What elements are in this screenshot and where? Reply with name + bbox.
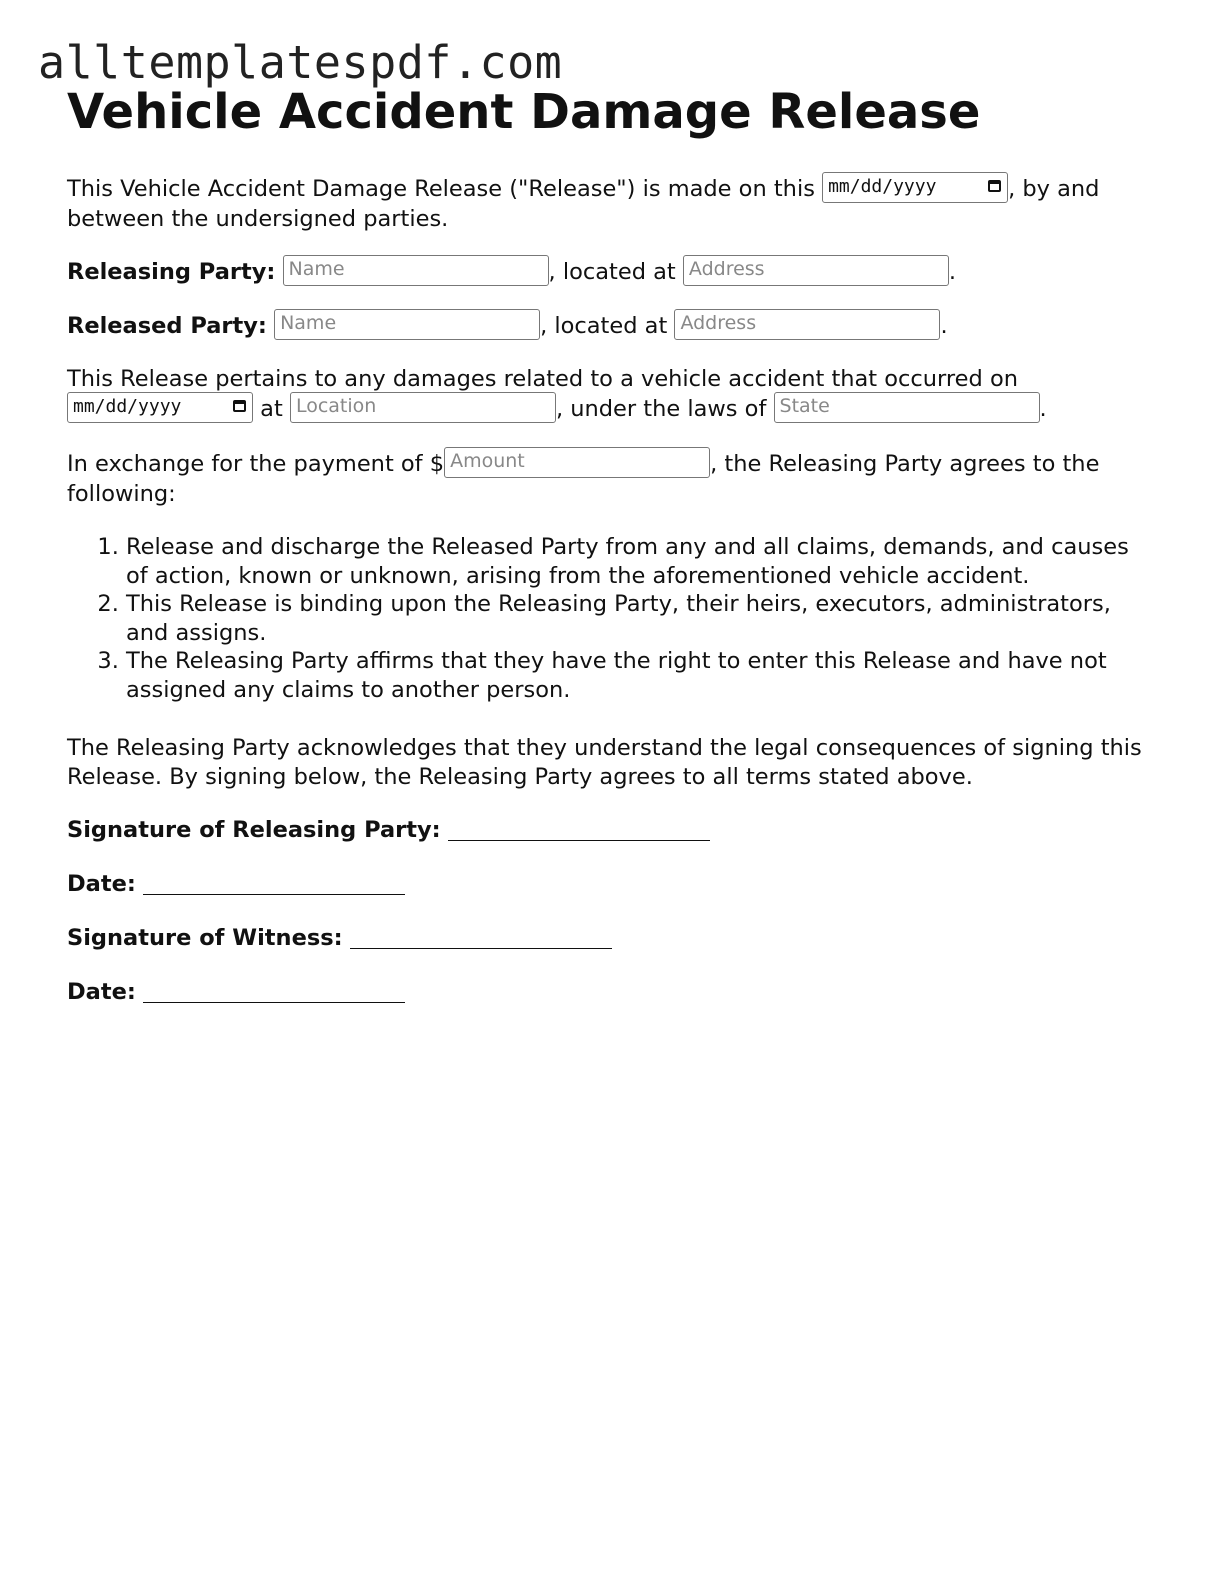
releasing-party-located-text: , located at xyxy=(548,259,676,285)
acknowledgement-paragraph: The Releasing Party acknowledges that they understand the legal consequences of signing this Release. By signing below, the Releasing Party agrees to all terms stated above. xyxy=(67,735,1142,790)
release-date-input[interactable] xyxy=(822,172,1008,203)
accident-text-before: This Release pertains to any damages related to a vehicle accident that occurred on xyxy=(67,366,1018,392)
releasing-signature-blank[interactable] xyxy=(448,818,710,841)
date-line-2 xyxy=(67,976,1157,1007)
accident-location-input[interactable]: Location xyxy=(290,392,556,423)
releasing-party-end: . xyxy=(948,259,957,285)
released-party-end: . xyxy=(940,313,948,339)
accident-date-input[interactable] xyxy=(67,392,253,423)
accident-at-text: at xyxy=(260,396,283,422)
release-date-placeholder: mm/dd/yyyy xyxy=(828,176,937,197)
terms-list-item: 2. This Release is binding upon the Releasing Party, their heirs, executors, administrators, and assigns. xyxy=(126,590,1157,647)
date-line-1 xyxy=(67,868,1157,899)
payment-text-after: , the Releasing Party agrees to the following: xyxy=(67,451,1100,507)
terms-list-item: 3. The Releasing Party affirms that they have the right to enter this Release and have not assigned any claims to another person. xyxy=(126,647,1157,704)
payment-text-before: In exchange for the payment of $ xyxy=(67,451,445,477)
intro-paragraph xyxy=(67,174,1157,234)
released-party-address-input[interactable]: Address xyxy=(674,309,940,340)
date-label-1: Date: xyxy=(67,871,136,897)
intro-text-after: , by and between the undersigned parties. xyxy=(67,176,1100,232)
watermark: alltemplatespdf.com xyxy=(38,36,563,89)
page-title: Vehicle Accident Damage Release xyxy=(67,84,981,140)
accident-paragraph xyxy=(67,365,1157,425)
accident-laws-text: , under the laws of xyxy=(555,396,767,422)
accident-date-placeholder: mm/dd/yyyy xyxy=(73,396,182,417)
releasing-party-name-input[interactable]: Name xyxy=(283,255,549,286)
payment-amount-input[interactable]: Amount xyxy=(444,447,710,478)
releasing-signature-label: Signature of Releasing Party: xyxy=(67,817,441,843)
date-blank-1[interactable] xyxy=(143,872,405,895)
releasing-party-address-input[interactable]: Address xyxy=(683,255,949,286)
witness-signature-line xyxy=(67,922,1157,953)
released-party-line xyxy=(67,311,1157,342)
releasing-party-label: Releasing Party: xyxy=(67,259,276,285)
releasing-party-line xyxy=(67,257,1157,288)
release-document xyxy=(67,80,1157,1007)
date-label-2: Date: xyxy=(67,979,136,1005)
accident-end: . xyxy=(1039,396,1047,422)
payment-paragraph xyxy=(67,449,1157,509)
calendar-icon[interactable] xyxy=(988,180,1001,192)
released-party-name-input[interactable]: Name xyxy=(274,309,540,340)
intro-text-before: This Vehicle Accident Damage Release ("Release") is made on this xyxy=(67,176,815,202)
accident-state-input[interactable]: State xyxy=(774,392,1040,423)
terms-list xyxy=(67,533,1157,704)
released-party-label: Released Party: xyxy=(67,313,267,339)
terms-list-item: 1. Release and discharge the Released Party from any and all claims, demands, and causes of action, known or unknown, arising from the aforementioned vehicle accident. xyxy=(126,533,1157,590)
date-blank-2[interactable] xyxy=(143,980,405,1003)
calendar-icon[interactable] xyxy=(233,400,246,412)
released-party-located-text: , located at xyxy=(540,313,668,339)
witness-signature-blank[interactable] xyxy=(350,926,612,949)
witness-signature-label: Signature of Witness: xyxy=(67,925,343,951)
releasing-signature-line xyxy=(67,814,1157,845)
